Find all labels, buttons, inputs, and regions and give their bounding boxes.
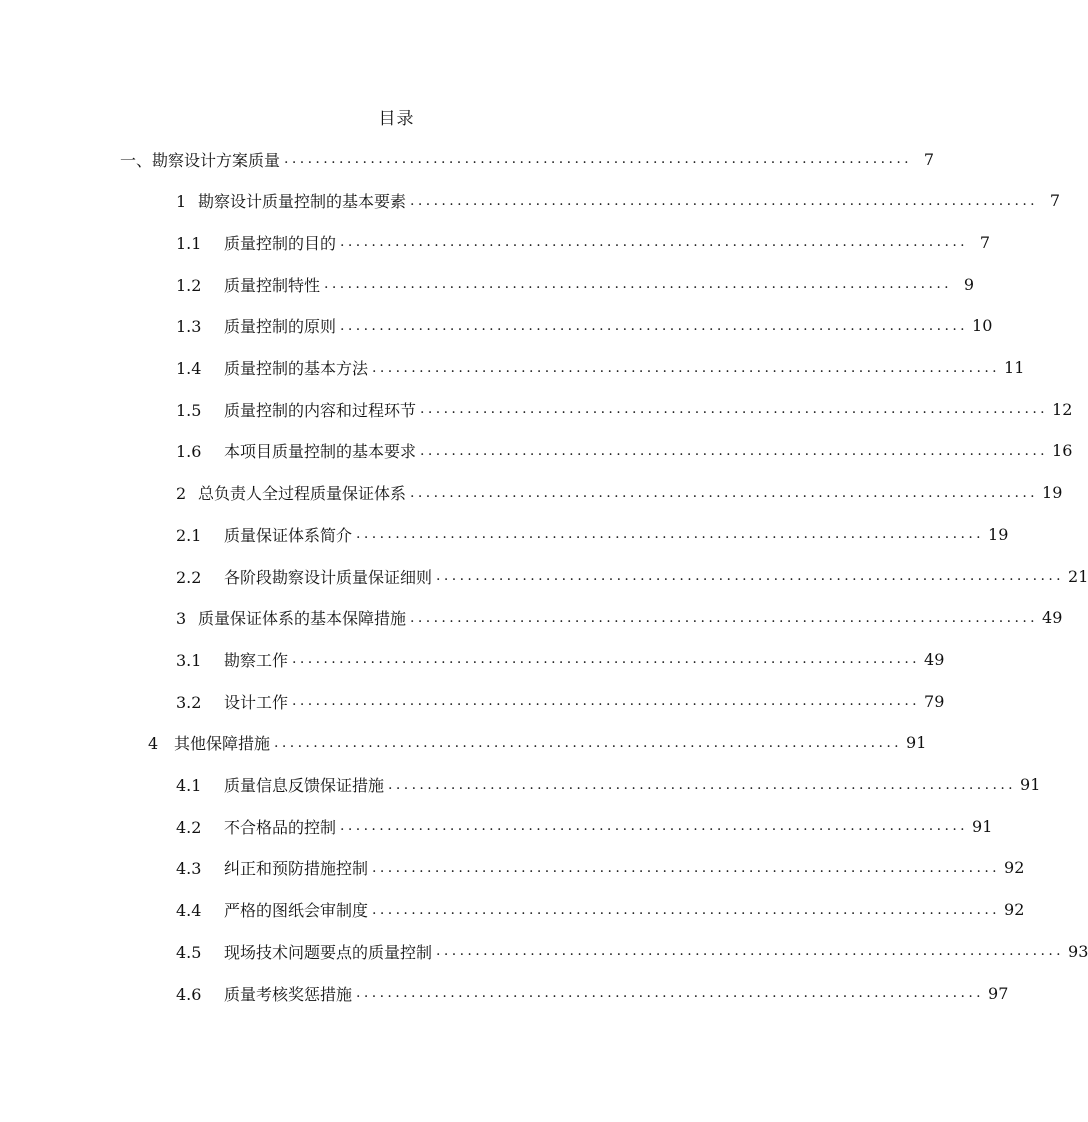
toc-entry-number: 4.1 (176, 776, 202, 795)
toc-entry-title: 质量保证体系的基本保障措施 (198, 609, 407, 629)
toc-entry-page: 21 (1068, 566, 1088, 586)
toc-entry-label (176, 231, 340, 254)
toc-entry[interactable] (176, 893, 1025, 927)
toc-entry-label (176, 690, 292, 713)
toc-entry-page: 16 (1052, 441, 1073, 461)
toc-entry-page: 93 (1068, 941, 1088, 961)
toc-entry[interactable] (176, 184, 1061, 218)
toc-entry[interactable] (176, 976, 1009, 1010)
toc-entry-title: 严格的图纸会审制度 (224, 901, 369, 921)
toc-entry-page: 91 (1020, 775, 1041, 794)
toc-entry-label (176, 439, 420, 462)
toc-entry-label (176, 565, 436, 588)
toc-entry[interactable] (148, 726, 927, 760)
toc-entry-page: 10 (972, 316, 993, 336)
toc-leader-dots: ................................................................................ (436, 943, 1065, 960)
toc-entry-label (176, 648, 292, 671)
toc-entry-title: 总负责人全过程质量保证体系 (198, 484, 407, 504)
toc-leader-dots: ................................................................................ (436, 568, 1065, 584)
toc-entry-number: 1.5 (176, 400, 202, 420)
toc-leader-dots: ................................................................................ (372, 359, 1001, 376)
toc-entry-page: 91 (972, 816, 993, 836)
toc-entry-title: 质量控制的目的 (224, 233, 337, 253)
toc-entry-number: 4.2 (176, 817, 202, 837)
toc-entry-number: 2 (176, 484, 187, 504)
toc-entry-number: 1.6 (176, 442, 202, 462)
toc-entry-number: 2.1 (176, 525, 202, 545)
toc-leader-dots: ................................................................................ (356, 985, 985, 1001)
toc-entry-label (176, 398, 420, 421)
toc-entry-page: 19 (1042, 483, 1063, 503)
toc-entry-number: 1.4 (176, 359, 202, 378)
toc-entry-number: 3.1 (176, 650, 202, 670)
toc-entry-title: 设计工作 (224, 692, 289, 712)
toc-entry-title: 质量信息反馈保证措施 (224, 776, 385, 795)
toc-leader-dots: ................................................................................ (372, 859, 1001, 876)
toc-entry[interactable] (176, 517, 1009, 551)
toc-entry-title: 质量保证体系简介 (224, 525, 353, 545)
toc-entry-page: 9 (963, 274, 975, 294)
toc-leader-dots: ................................................................................ (420, 401, 1049, 418)
toc-entry[interactable] (176, 768, 1041, 802)
toc-leader-dots: ................................................................................ (340, 818, 969, 835)
toc-entry-title: 不合格品的控制 (224, 817, 337, 837)
toc-leader-dots: ................................................................................ (340, 317, 969, 334)
toc-entry[interactable] (176, 809, 993, 843)
toc-entry-page: 7 (1049, 191, 1061, 211)
toc-entry[interactable] (176, 476, 1063, 510)
toc-entry-label (176, 314, 340, 337)
toc-entry-page: 49 (924, 649, 945, 669)
toc-leader-dots: ................................................................................ (340, 234, 969, 251)
toc-entry-number: 4.3 (176, 859, 202, 879)
toc-entry[interactable] (176, 392, 1073, 426)
toc-entry[interactable] (176, 309, 993, 343)
page-title: 目录 (378, 109, 415, 129)
toc-entry-label (176, 898, 372, 921)
toc-entry-title: 其他保障措施 (174, 734, 271, 754)
toc-entry-label (176, 523, 356, 546)
toc-entry-label (176, 481, 410, 504)
toc-entry-title: 本项目质量控制的基本要求 (224, 442, 417, 462)
toc-entry[interactable] (176, 351, 1025, 385)
toc-entry-title: 质量控制的内容和过程环节 (224, 400, 417, 420)
toc-entry-title: 质量控制特性 (224, 275, 321, 295)
toc-entry-title: 纠正和预防措施控制 (224, 859, 369, 879)
toc-entry-label (176, 273, 324, 296)
toc-entry[interactable] (176, 601, 1063, 635)
toc-entry-number: 4 (148, 734, 159, 754)
toc-leader-dots: ................................................................................ (292, 693, 921, 710)
toc-entry-page: 49 (1042, 608, 1063, 628)
toc-entry-label (176, 815, 340, 838)
toc-entry[interactable] (176, 559, 1088, 593)
toc-entry-number: 4.5 (176, 942, 202, 962)
toc-entry-number: 4.6 (176, 984, 202, 1004)
toc-entry-page: 92 (1004, 858, 1025, 878)
toc-entry-page: 92 (1004, 900, 1025, 920)
toc-entry[interactable] (176, 642, 945, 676)
toc-leader-dots: ................................................................................ (410, 192, 1039, 209)
toc-entry-number: 1.2 (176, 275, 202, 295)
toc-leader-dots: ................................................................................ (410, 609, 1039, 626)
toc-entry-label (176, 356, 372, 379)
toc-entry-number: 1 (176, 192, 187, 212)
toc-entry-number: 3 (176, 609, 187, 629)
toc-entry-label (176, 189, 410, 212)
toc-entry[interactable] (176, 434, 1073, 468)
toc-entry-number: 1.1 (176, 233, 202, 253)
toc-leader-dots: ................................................................................ (324, 276, 953, 293)
toc-entry-page: 97 (988, 983, 1009, 1003)
toc-leader-dots: ................................................................................ (284, 151, 913, 167)
toc-entry[interactable] (176, 684, 945, 718)
toc-entry-title: 勘察工作 (224, 650, 289, 670)
toc-entry-title: 质量考核奖惩措施 (224, 984, 353, 1004)
toc-leader-dots: ................................................................................ (274, 734, 903, 751)
toc-entry[interactable] (120, 142, 935, 176)
toc-entry-label (176, 856, 372, 879)
toc-leader-dots: ................................................................................ (420, 442, 1049, 459)
toc-entry-title: 勘察设计质量控制的基本要素 (198, 192, 407, 212)
toc-entry-title: 质量控制的基本方法 (224, 359, 369, 378)
toc-entry-label (176, 773, 388, 796)
toc-leader-dots: ................................................................................ (292, 651, 921, 668)
toc-entry[interactable] (176, 225, 991, 259)
toc-leader-dots: ................................................................................ (388, 776, 1017, 793)
toc-entry-label (148, 731, 274, 754)
toc-entry-number: 2.2 (176, 567, 202, 587)
toc-entry-page: 91 (906, 733, 927, 753)
toc-entry-label (120, 148, 284, 171)
toc-leader-dots: ................................................................................ (410, 484, 1039, 501)
toc-entry[interactable] (176, 851, 1025, 885)
toc-entry-label (176, 606, 410, 629)
toc-entry-title: 质量控制的原则 (224, 317, 337, 337)
toc-leader-dots: ................................................................................ (356, 526, 985, 543)
toc-entry-page: 11 (1004, 358, 1025, 377)
toc-entry-page: 19 (988, 524, 1009, 544)
toc-entry-title: 各阶段勘察设计质量保证细则 (224, 567, 433, 587)
toc-entry-label (176, 982, 356, 1005)
toc-entry-page: 79 (924, 691, 945, 711)
toc-entry-title: 一、勘察设计方案质量 (120, 150, 281, 170)
toc-leader-dots: ................................................................................ (372, 901, 1001, 918)
toc-entry-number: 4.4 (176, 901, 202, 921)
toc-entry-label (176, 940, 436, 963)
toc-entry[interactable] (176, 267, 975, 301)
toc-entry[interactable] (176, 934, 1088, 968)
toc-entry-number: 3.2 (176, 692, 202, 712)
toc-entry-page: 12 (1052, 399, 1073, 419)
toc-entry-number: 1.3 (176, 317, 202, 337)
toc-entry-page: 7 (923, 149, 935, 169)
toc-entry-title: 现场技术问题要点的质量控制 (224, 942, 433, 962)
toc-entry-page: 7 (979, 232, 991, 252)
